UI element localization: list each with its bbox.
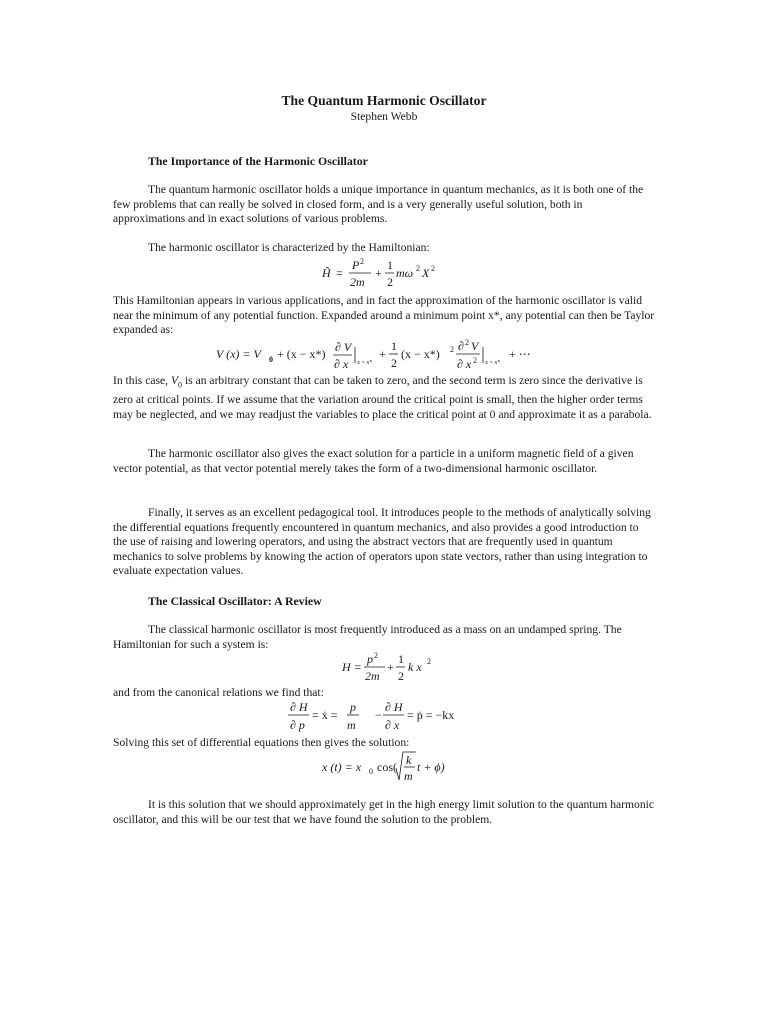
- paragraph-classical-intro: The classical harmonic oscillator is most frequently introduced as a mass on an undamped spring. The Hamiltonian for such a system is:: [113, 623, 622, 651]
- eq-t-d2exp: 2: [465, 338, 469, 347]
- eq-t-mid1: + (x − x*): [277, 347, 326, 361]
- eq-h-p: P: [352, 258, 360, 272]
- eq-c-one: 1: [398, 652, 404, 666]
- eq-c-den: 2m: [365, 669, 380, 683]
- eq-t-dv: ∂ V: [335, 340, 352, 354]
- eq-t-v: V: [471, 339, 479, 353]
- equation-taylor: [214, 338, 544, 376]
- eq-h-x-exp: 2: [431, 264, 435, 273]
- eq-h-one: 1: [387, 258, 393, 272]
- eq-k-m: m: [347, 718, 356, 732]
- eq-c-p: p: [367, 652, 373, 666]
- eq-h-x: X: [422, 266, 430, 280]
- paragraph-intro: The quantum harmonic oscillator holds a unique importance in quantum mechanics, as it is both one of the few problems that can really be solved in closed form, and is a very generally useful solution, both in approximations and in exact solutions of various problems.: [113, 183, 644, 226]
- eq-t-d2: ∂: [458, 339, 464, 353]
- paragraph-test: It is this solution that we should approximately get in the high energy limit solution to the quantum harmonic oscillator, and this will be our test that we have found the solution to the problem.: [113, 798, 654, 826]
- eq-k-dh2: ∂ H: [385, 700, 403, 714]
- eq-s-cos: cos(: [377, 760, 397, 774]
- eq-c-x-exp: 2: [427, 657, 431, 666]
- equation-solution: [320, 750, 450, 786]
- paragraph-solving: Solving this set of differential equations then gives the solution:: [113, 736, 410, 749]
- paragraph-in-this-case: In this case, $V_0$ is an arbitrary constant that can be taken to zero, and the second term is zero since the derivative is zero at critical points. If we assume that the variation around the critical point is small, then the higher order terms may be neglected, and we may readjust the variables to place the critical point at 0 and approximate it as a parabola.: [113, 374, 652, 421]
- paragraph-pedagogical: Finally, it serves as an excellent pedagogical tool. It introduces people to the methods of analytically solving the differential equations frequently encountered in quantum mechanics, and also provides a good introduction to the use of raising and lowering operators, and using the abstract vectors that are frequently used in quantum mechanics to solve problems by knowing the action of operators upon state vectors, rather than using integration to evaluate expectation values.: [113, 506, 651, 578]
- eq-k-neg: −: [375, 708, 382, 722]
- eq-s-rest: t + ϕ): [417, 760, 445, 774]
- eq-t-eval2: x = x*: [485, 360, 501, 366]
- paragraph-canonical: and from the canonical relations we find that:: [113, 686, 324, 699]
- eq-t-v0sub: 0: [269, 355, 273, 364]
- paragraph-approximation: This Hamiltonian appears in various applications, and in fact the approximation of the harmonic oscillator is valid near the minimum of any potential function. Expanded around a minimum point x*, any potential can then be Taylor expanded as:: [113, 294, 655, 337]
- document-title: The Quantum Harmonic Oscillator: [281, 93, 487, 108]
- v0-subscript: 0: [178, 380, 183, 390]
- eq-t-plus: +: [379, 347, 386, 361]
- eq-c-two: 2: [398, 669, 404, 683]
- eq-t-two: 2: [391, 356, 397, 370]
- paragraph-characterized: The harmonic oscillator is characterized by the Hamiltonian:: [148, 241, 430, 254]
- eq-s-sub0: 0: [369, 767, 373, 776]
- eq-t-lhs: V (x) = V: [216, 347, 261, 361]
- eq-h-lhs: Ĥ: [322, 266, 331, 280]
- eq-t-tail: + ⋯: [509, 347, 531, 361]
- eq-h-p-exp: 2: [360, 257, 364, 266]
- eq-c-lhs: H =: [342, 660, 362, 674]
- equation-canonical-relations: [286, 698, 476, 736]
- equation-classical-hamiltonian: [338, 651, 448, 687]
- eq-t-dx: ∂ x: [334, 357, 349, 371]
- eq-k-eq1: = ẋ =: [312, 708, 338, 722]
- eq-t-eval1: x = x*: [357, 360, 373, 366]
- eq-k-p: p: [350, 700, 356, 714]
- section-heading-classical: The Classical Oscillator: A Review: [148, 594, 322, 608]
- eq-c-p-exp: 2: [374, 651, 378, 660]
- eq-h-equals: =: [336, 266, 343, 280]
- eq-t-sq: 2: [450, 345, 454, 354]
- eq-c-kx: k x: [408, 660, 422, 674]
- eq-k-dx: ∂ x: [385, 718, 400, 732]
- eq-s-lhs: x (t) = x: [322, 760, 362, 774]
- section-heading-importance: The Importance of the Harmonic Oscillator: [148, 154, 368, 168]
- eq-k-eq2: = ṗ = −kx: [407, 708, 455, 722]
- equation-hamiltonian: [318, 255, 458, 293]
- eq-h-den: 2m: [350, 275, 365, 289]
- paragraph-magnetic-field: The harmonic oscillator also gives the exact solution for a particle in a uniform magnetic field of a given vector potential, as that vector potential merely takes the form of a two-dimensional harmonic oscillator.: [113, 447, 634, 475]
- eq-k-dh: ∂ H: [290, 700, 308, 714]
- eq-t-mid2: (x − x*): [401, 347, 440, 361]
- document-author: Stephen Webb: [350, 110, 418, 123]
- eq-h-mw: mω: [396, 266, 414, 280]
- v0-symbol: V: [170, 374, 179, 387]
- eq-h-two: 2: [387, 275, 393, 289]
- eq-h-plus: +: [375, 266, 382, 280]
- eq-h-w-exp: 2: [416, 264, 420, 273]
- eq-t-dx2: ∂ x: [457, 357, 472, 371]
- eq-k-dp: ∂ p: [290, 718, 305, 732]
- eq-t-dx2exp: 2: [473, 356, 477, 365]
- eq-c-plus: +: [387, 660, 394, 674]
- eq-t-one: 1: [391, 339, 397, 353]
- eq-s-m: m: [404, 769, 413, 783]
- eq-s-k: k: [406, 753, 412, 767]
